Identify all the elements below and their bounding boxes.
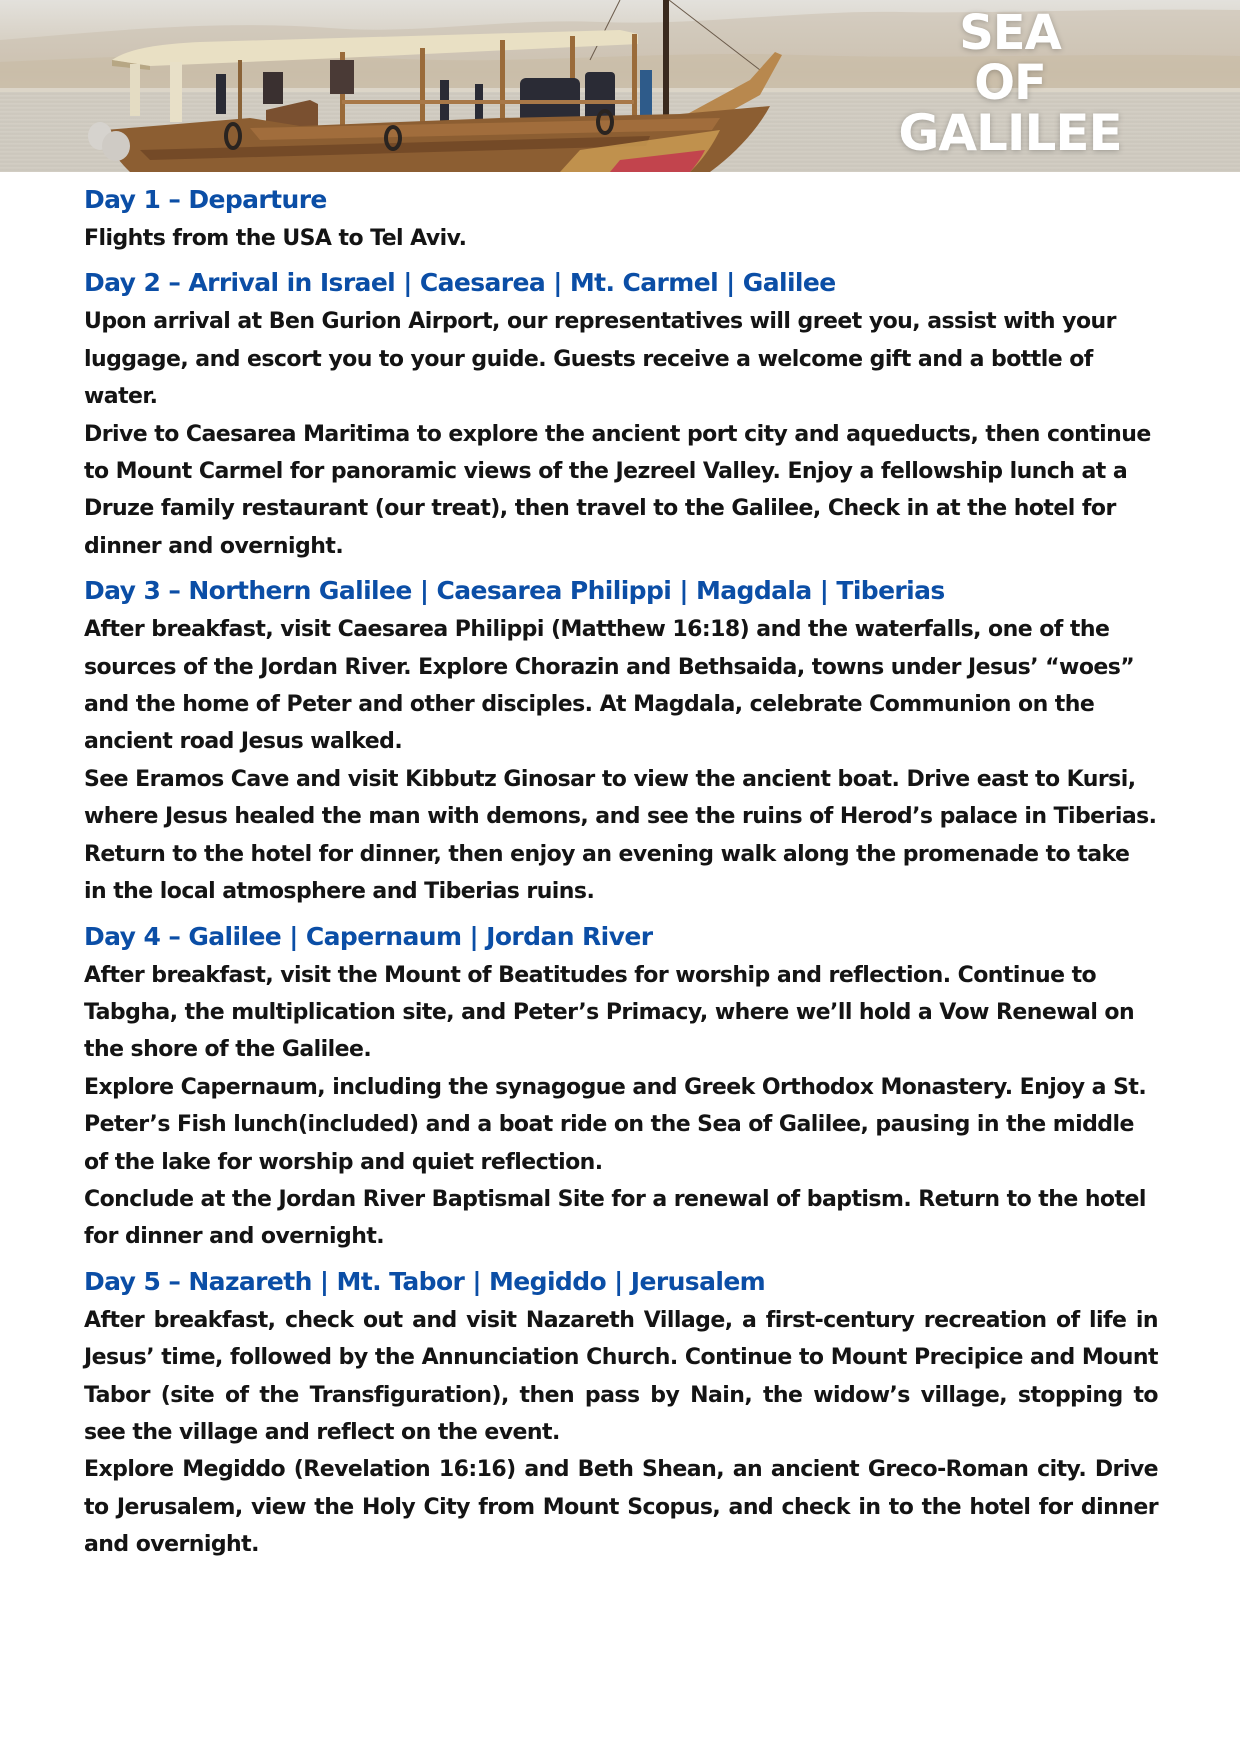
- day-paragraph: Flights from the USA to Tel Aviv.: [84, 226, 467, 251]
- banner-title-line-1: SEA: [959, 5, 1061, 61]
- day-heading: Day 2 – Arrival in Israel | Caesarea | Mt. Carmel | Galilee: [84, 268, 836, 298]
- itinerary: [84, 180, 1158, 1564]
- day-3-section: [84, 571, 1158, 910]
- day-paragraph: Explore Megiddo (Revelation 16:16) and Beth Shean, an ancient Greco-Roman city. Drive to Jerusalem, view the Holy City from Mount Scopus, and check in to the hotel for dinner and overnight.: [84, 1457, 1158, 1558]
- banner-title: [860, 5, 1160, 162]
- day-paragraph: After breakfast, visit Caesarea Philippi (Matthew 16:18) and the waterfalls, one of the sources of the Jordan River. Explore Chorazin and Bethsaida, towns under Jesus’ “woes” and the home of Peter and other disciples. At Magdala, celebrate Communion on the ancient road Jesus walked.: [84, 617, 1135, 755]
- day-heading: Day 5 – Nazareth | Mt. Tabor | Megiddo | Jerusalem: [84, 1266, 766, 1296]
- day-1-section: [84, 180, 1158, 257]
- day-heading: Day 4 – Galilee | Capernaum | Jordan River: [84, 921, 653, 951]
- day-paragraph: After breakfast, check out and visit Nazareth Village, a first-century recreation of life in Jesus’ time, followed by the Annunciation Church. Continue to Mount Precipice and Mount Tabor (site of the Transfiguration), then pass by Nain, the widow’s village, stopping to see the village and reflect on the event.: [84, 1307, 1158, 1445]
- day-paragraph: See Eramos Cave and visit Kibbutz Ginosar to view the ancient boat. Drive east to Kursi, where Jesus healed the man with demons, and see the ruins of Herod’s palace in Tiberias. Return to the hotel for dinner, then enjoy an evening walk along the promenade to take in the local atmosphere and Tiberias ruins.: [84, 766, 1157, 905]
- banner-title-line-3: GALILEE: [898, 104, 1122, 162]
- day-4-section: [84, 917, 1158, 1256]
- day-heading: Day 3 – Northern Galilee | Caesarea Philippi | Magdala | Tiberias: [84, 576, 945, 606]
- day-paragraph: After breakfast, visit the Mount of Beatitudes for worship and reflection. Continue to Tabgha, the multiplication site, and Peter’s Primacy, where we’ll hold a Vow Renewal on the shore of the Galilee.: [84, 962, 1135, 1063]
- day-2-section: [84, 263, 1158, 565]
- day-paragraph: Upon arrival at Ben Gurion Airport, our representatives will greet you, assist with your luggage, and escort you to your guide. Guests receive a welcome gift and a bottle of water.: [84, 309, 1116, 410]
- day-5-section: [84, 1262, 1158, 1564]
- header-banner: [0, 0, 1240, 172]
- day-paragraph: Drive to Caesarea Maritima to explore the ancient port city and aqueducts, then continue to Mount Carmel for panoramic views of the Jezreel Valley. Enjoy a fellowship lunch at a Druze family restaurant (our treat), then travel to the Galilee, Check in at the hotel for dinner and overnight.: [84, 421, 1151, 559]
- day-paragraph: Explore Capernaum, including the synagogue and Greek Orthodox Monastery. Enjoy a St. Peter’s Fish lunch(included) and a boat ride on the Sea of Galilee, pausing in the middle of the lake for worship and quiet reflection.: [84, 1074, 1147, 1175]
- day-heading: Day 1 – Departure: [84, 185, 327, 214]
- day-paragraph: Conclude at the Jordan River Baptismal Site for a renewal of baptism. Return to the hotel for dinner and overnight.: [84, 1186, 1146, 1250]
- banner-title-line-2: OF: [974, 55, 1046, 111]
